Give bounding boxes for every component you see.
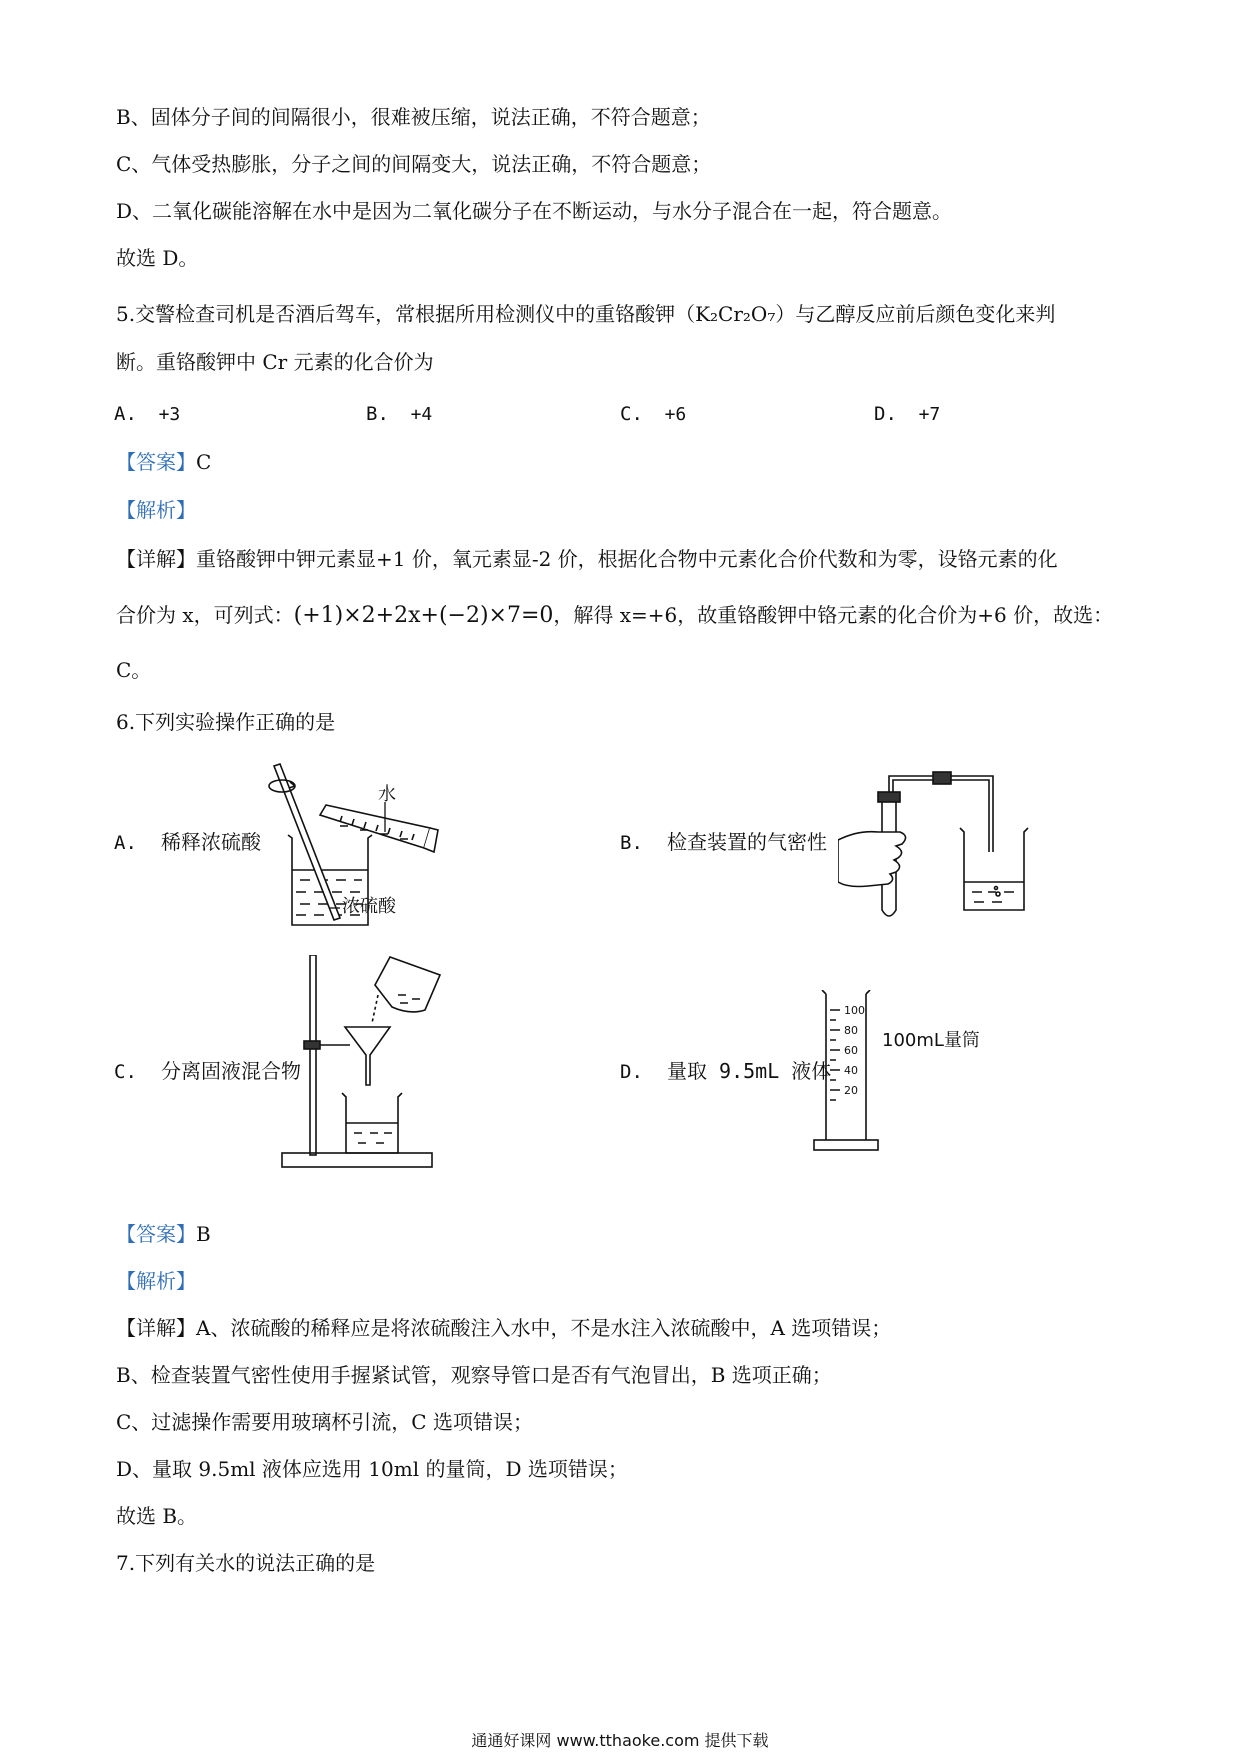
q6-option-b-text: 检查装置的气密性 xyxy=(666,830,827,854)
page-footer: 通通好课网 www.tthaoke.com 提供下载 xyxy=(471,1731,769,1750)
q6-option-c xyxy=(114,1058,301,1085)
tick-label-20: 20 xyxy=(844,1084,858,1097)
q5-detail-line-1: 【详解】重铬酸钾中钾元素显+1 价，氧元素显-2 价，根据化合物中元素化合价代数和为零，设铬元素的化 xyxy=(116,547,1058,571)
beaker-icon xyxy=(342,1093,402,1153)
q6-analysis-tag: 【解析】 xyxy=(116,1269,196,1293)
q5-option-c-text: +6 xyxy=(664,404,687,425)
q4-conclusion: 故选 D。 xyxy=(116,246,199,270)
q5-option-b-label: B. xyxy=(366,403,389,425)
q5-option-b xyxy=(366,401,432,428)
acid-label: 浓硫酸 xyxy=(342,896,396,917)
funnel-icon xyxy=(345,1027,390,1085)
q5-detail-line-3: C。 xyxy=(116,658,152,682)
q6-stem: 6.下列实验操作正确的是 xyxy=(116,710,336,734)
q4-option-c-explanation: C、气体受热膨胀，分子之间的间隔变大，说法正确，不符合题意； xyxy=(116,152,712,176)
q5-answer-tag: 【答案】 xyxy=(116,450,196,474)
q4-option-b-explanation: B、固体分子间的间隔很小，很难被压缩，说法正确，不符合题意； xyxy=(116,105,711,129)
q6-detail-c: C、过滤操作需要用玻璃杯引流，C 选项错误； xyxy=(116,1410,533,1434)
tick-label-100: 100 xyxy=(844,1004,865,1017)
iron-stand-icon xyxy=(282,955,432,1167)
q5-answer xyxy=(116,448,211,476)
tick-label-60: 60 xyxy=(844,1044,858,1057)
q5-analysis-tag: 【解析】 xyxy=(116,498,196,522)
figure-dilution xyxy=(260,760,500,935)
q6-answer xyxy=(116,1220,211,1248)
q6-option-a-text: 稀释浓硫酸 xyxy=(160,830,261,854)
q6-option-a-label: A. xyxy=(114,832,137,854)
q5-detail-line-2a: 合价为 x，可列式： xyxy=(116,603,294,627)
q6-option-b xyxy=(620,829,827,856)
q6-option-a xyxy=(114,829,261,856)
q6-answer-value: B xyxy=(196,1222,211,1246)
q5-option-d-label: D. xyxy=(874,403,897,425)
q5-stem-line-2: 断。重铬酸钾中 Cr 元素的化合价为 xyxy=(116,350,434,374)
q6-option-b-label: B. xyxy=(620,832,643,854)
q4-option-d-explanation: D、二氧化碳能溶解在水中是因为二氧化碳分子在不断运动，与水分子混合在一起，符合题意。 xyxy=(116,199,953,223)
tick-label-80: 80 xyxy=(844,1024,858,1037)
q5-option-a xyxy=(114,401,180,428)
cylinder-caption: 100mL量筒 xyxy=(882,1030,980,1051)
beaker-icon xyxy=(960,828,1028,910)
q5-option-a-text: +3 xyxy=(158,404,181,425)
glass-rod-icon xyxy=(269,764,340,920)
q6-detail-b: B、检查装置气密性使用手握紧试管，观察导管口是否有气泡冒出，B 选项正确； xyxy=(116,1363,832,1387)
q5-detail-line-2 xyxy=(116,601,1113,630)
q5-option-c-label: C. xyxy=(620,403,643,425)
q5-option-a-label: A. xyxy=(114,403,137,425)
q6-option-d-label: D. xyxy=(620,1061,643,1083)
water-label: 水 xyxy=(378,784,396,805)
graduated-cylinder-icon xyxy=(320,805,438,852)
q5-detail-line-2b: ，解得 x=+6，故重铬酸钾中铬元素的化合价为+6 价，故选： xyxy=(553,603,1114,627)
q6-conclusion: 故选 B。 xyxy=(116,1504,198,1528)
q7-stem: 7.下列有关水的说法正确的是 xyxy=(116,1551,376,1575)
q6-option-c-text: 分离固液混合物 xyxy=(160,1059,301,1083)
q6-detail-a: 【详解】A、浓硫酸的稀释应是将浓硫酸注入水中，不是水注入浓硫酸中，A 选项错误； xyxy=(116,1316,892,1340)
q5-option-d-text: +7 xyxy=(918,404,941,425)
q6-option-c-label: C. xyxy=(114,1061,137,1083)
figure-filtration xyxy=(280,955,470,1170)
q5-stem-line-1: 5.交警检查司机是否酒后驾车，常根据所用检测仪中的重铬酸钾（K₂Cr₂O₇）与乙醇反应前后颜色变化来判 xyxy=(116,302,1056,326)
q6-option-d xyxy=(620,1058,831,1085)
q5-option-b-text: +4 xyxy=(410,404,433,425)
q6-detail-d: D、量取 9.5ml 液体应选用 10ml 的量筒，D 选项错误； xyxy=(116,1457,628,1481)
tick-label-40: 40 xyxy=(844,1064,858,1077)
figure-cylinder xyxy=(808,990,998,1160)
q6-option-d-text: 量取 9.5mL 液体 xyxy=(666,1059,832,1083)
pouring-beaker-icon xyxy=(372,957,440,1023)
q6-answer-tag: 【答案】 xyxy=(116,1222,196,1246)
q5-answer-value: C xyxy=(196,450,212,474)
q5-option-d xyxy=(874,401,940,428)
q5-formula: (+1)×2+2x+(−2)×7=0 xyxy=(293,603,554,628)
figure-airtightness xyxy=(838,770,1038,930)
q5-option-c xyxy=(620,401,686,428)
